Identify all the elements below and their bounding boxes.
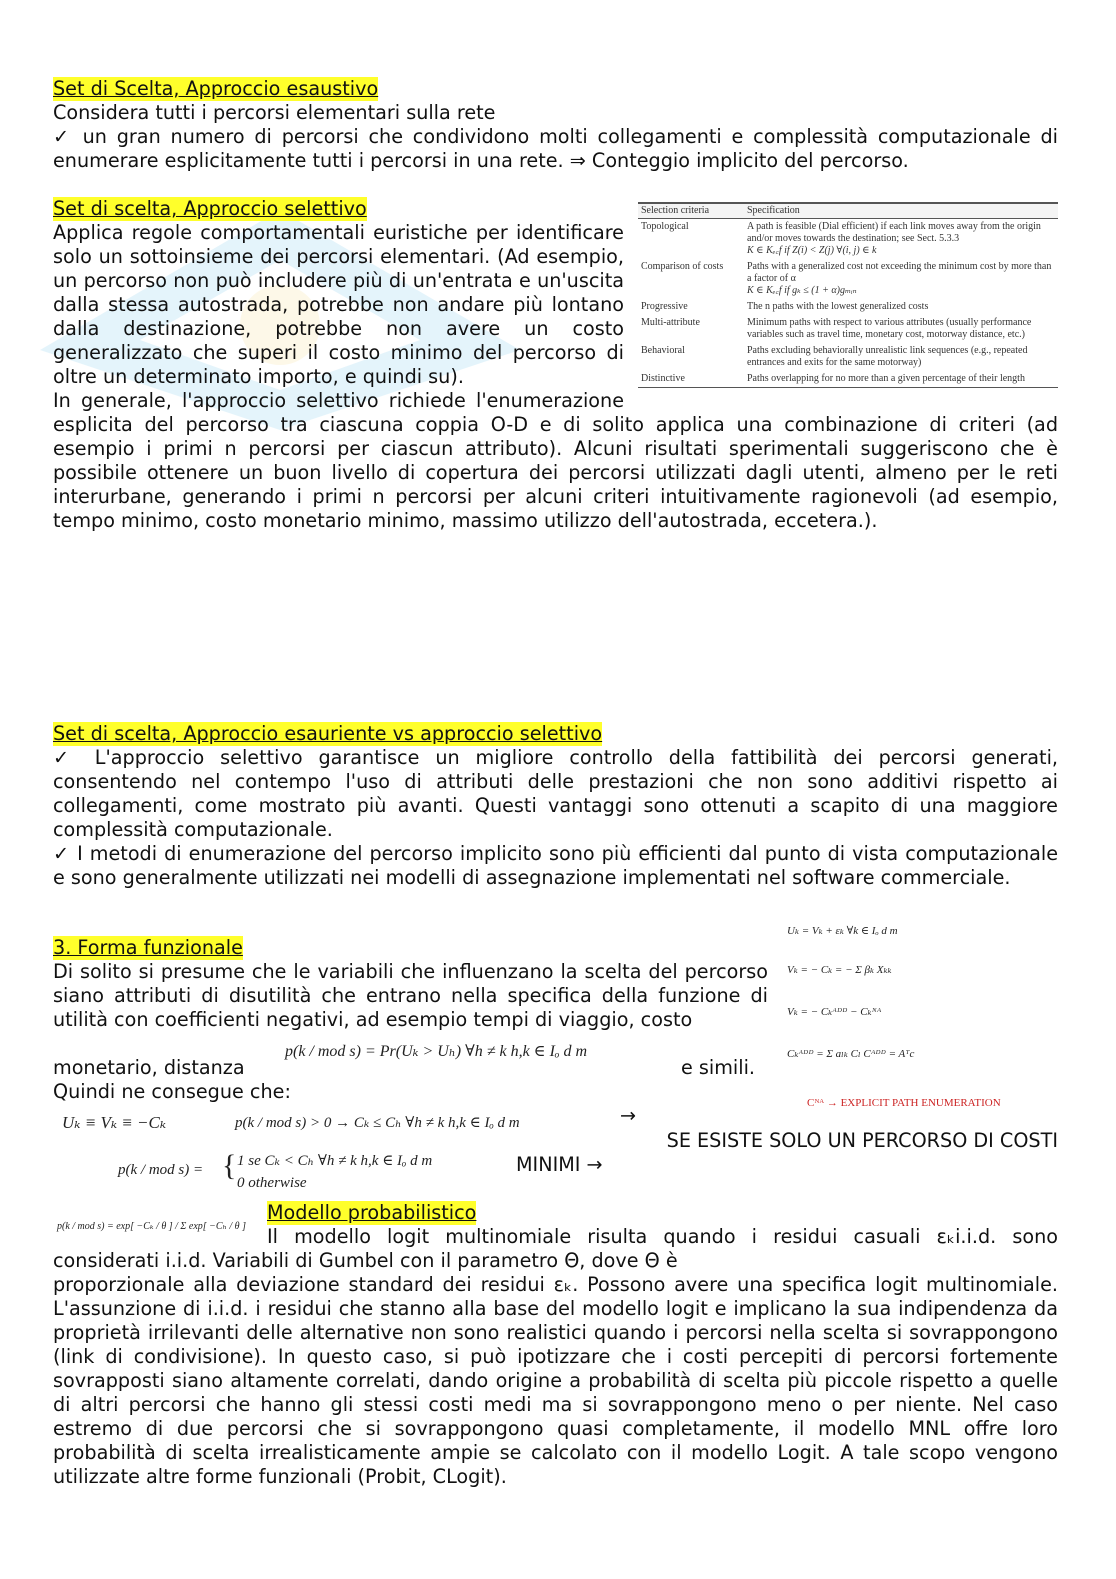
section-selective xyxy=(53,197,1058,533)
heading-exhaustive: Set di Scelta, Approccio esaustivo xyxy=(53,77,379,100)
table-cell: Minimum paths with respect to various attributes (usually performance variables such as travel time, monetary cost, motorway distance, etc.) xyxy=(747,317,1032,340)
heading-probabilistic: Modello probabilistico xyxy=(267,1201,477,1224)
table-cell-text: Paths with a generalized cost not exceeding the minimum cost by more than a factor of α xyxy=(747,261,1052,284)
table-cell: The n paths with the lowest generalized costs xyxy=(747,301,929,312)
formula-piecewise-case1: 1 se Cₖ < Cₕ ∀h ≠ k h,k ∈ Iₒ d m xyxy=(237,1153,433,1169)
table-cell xyxy=(744,259,1058,299)
text-minimi: MINIMI → xyxy=(516,1153,603,1176)
text-functional-para1: Di solito si presume che le variabili che influenzano la scelta del percorso siano attributi di disutilità che entrano nella specifica della funzione di utilità con coefficienti negativi, ad esempio tempi di viaggio, costo xyxy=(53,960,768,1031)
table-header-criteria: Selection criteria xyxy=(638,203,744,219)
text-comparison-para2: ✓ I metodi di enumerazione del percorso implicito sono più efficienti dal punto di vista computazionale e sono generalmente utilizzati nei modelli di assegnazione implementati nel software commerciale. xyxy=(53,842,1058,889)
table-cell: Progressive xyxy=(641,301,688,312)
formula-explicit-path: Cᴺᴬ → EXPLICIT PATH ENUMERATION xyxy=(807,1097,1001,1109)
formula-add-cost: Cₖᴬᴰᴰ = Σ aₗₖ Cₗ Cᴬᴰᴰ = Aᵀc xyxy=(787,1048,915,1060)
text-selective-para2: In generale, l'approccio selettivo richiede l'enumerazione esplicita del percorso tra ciascuna coppia O-D e di solito applica una combinazione di criteri (ad esempio i primi n percorsi per ciascun attributo). Alcuni risultati sperimentali suggeriscono che è possibile ottenere un buon livello di copertura dei percorsi utilizzati dagli utenti, almeno per le reti interurbane, generando i primi n percorsi per alcuni criteri intuitivamente ragionevoli (ad esempio, tempo minimo, costo monetario minimo, massimo utilizzo dell'autostrada, eccetera.). xyxy=(53,389,1058,532)
table-cell: Behavioral xyxy=(641,345,685,356)
formula-positive-prob: p(k / mod s) > 0 → Cₖ ≤ Cₕ ∀h ≠ k h,k ∈ Iₒ d m xyxy=(235,1115,520,1131)
table-cell: Paths overlapping for no more than a given percentage of their length xyxy=(744,371,1058,388)
table-cell: Multi-attribute xyxy=(641,317,700,328)
formula-utility: Uₖ = Vₖ + εₖ ∀k ∈ Iₒ d m xyxy=(787,925,898,937)
formula-logit: p(k / mod s) = exp[ −Cₖ / θ ] / Σ exp[ −Cₕ / θ ] xyxy=(57,1221,246,1232)
table-cell-formula: K ∈ Kₑ꜀f if Z(i) < Z(j) ∀(i, j) ∈ k xyxy=(747,245,877,256)
table-cell-text: A path is feasible (Dial efficient) if each link moves away from the origin and/or moves towards the destination; see Sect. 5.3.3 xyxy=(747,221,1041,244)
table-row xyxy=(638,299,1058,315)
table-row xyxy=(638,219,1058,260)
table-row xyxy=(638,259,1058,299)
text-side-note: SE ESISTE SOLO UN PERCORSO DI COSTI xyxy=(666,1129,1058,1152)
heading-comparison: Set di scelta, Approccio esauriente vs approccio selettivo xyxy=(53,722,603,745)
table-cell xyxy=(744,219,1058,260)
section-functional-form xyxy=(53,936,768,1032)
section-probabilistic xyxy=(53,1201,1058,1489)
logit-formula-box xyxy=(53,1203,253,1247)
selection-criteria-table xyxy=(638,202,1058,388)
formula-piecewise-lhs: p(k / mod s) = xyxy=(118,1162,204,1178)
text-probabilistic-first: Il modello logit multinomiale risulta quando i residui casuali εₖi.i.d. sono considerati i.i.d. Variabili di Gumbel con il parametro Θ, dove Θ è xyxy=(53,1225,1058,1272)
section-exhaustive xyxy=(53,77,1058,173)
text-functional-similar: e simili. xyxy=(681,1056,756,1079)
table-cell: Paths excluding behaviorally unrealistic link sequences (e.g., repeated entrances and exits for the same motorway) xyxy=(747,345,1028,368)
table-cell: Distinctive xyxy=(638,371,744,388)
table-cell-formula: K ∈ Kₑ꜀f if gₖ ≤ (1 + α)gₘᵢₙ xyxy=(747,285,857,296)
table-row xyxy=(638,371,1058,388)
table-header-specification: Specification xyxy=(744,203,1058,219)
table-row xyxy=(638,315,1058,343)
heading-selective: Set di scelta, Approccio selettivo xyxy=(53,197,367,220)
text-functional-para2: Quindi ne consegue che: xyxy=(53,1080,291,1103)
text-probabilistic-rest: proporzionale alla deviazione standard dei residui εₖ. Possono avere una specifica logit multinomiale. L'assunzione di i.i.d. i residui che stanno alla base del modello logit e implicano la sua indipendenza da proprietà irrilevanti delle alternative non sono realistici quando i percorsi nella scelta si sovrappongono (link di condivisione). In questo caso, si può ipotizzare che i costi percepiti di percorsi fortemente sovrapposti siano altamente correlati, dando origine a probabilità di scelta più piccole rispetto a quelle di altri percorsi che hanno gli stessi costi medi ma si sovrappongono meno o per niente. Nel caso estremo di due percorsi che si sovrappongono quasi completamente, il modello MNL offre loro probabilità di scelta irrealisticamente ampie se calcolato con il modello Logit. A tale scopo vengono utilizzate altre forme funzionali (Probit, CLogit). xyxy=(53,1273,1058,1488)
text-exhaustive-line2: ✓ un gran numero di percorsi che condividono molti collegamenti e complessità computazionale di enumerare esplicitamente tutti i percorsi in una rete. ⇒ Conteggio implicito del percorso. xyxy=(53,125,1058,172)
arrow-icon: → xyxy=(620,1104,637,1127)
text-functional-monetary: monetario, distanza xyxy=(53,1056,245,1079)
formula-utility-equiv: Uₖ ≡ Vₖ ≡ −Cₖ xyxy=(62,1113,167,1132)
text-selective-para1: Applica regole comportamentali euristiche per identificare solo un sottoinsieme dei percorsi elementari. (Ad esempio, un percorso non può includere più di un'entrata e un'uscita dalla stessa autostrada, potrebbe non andare più lontano dalla destinazione, potrebbe non avere un costo generalizzato che superi il costo minimo del percorso di oltre un determinato importo, e quindi su). xyxy=(53,221,624,388)
text-comparison-para1: ✓ L'approccio selettivo garantisce un migliore controllo della fattibilità dei percorsi generati, consentendo nel contempo l'uso di attributi delle prestazioni che non sono additivi rispetto ai collegamenti, come mostrato più avanti. Questi vantaggi sono ottenuti a scapito di una maggiore complessità computazionale. xyxy=(53,746,1058,841)
table-row xyxy=(638,343,1058,371)
brace-icon: { xyxy=(222,1149,237,1182)
formula-probability: p(k / mod s) = Pr(Uₖ > Uₕ) ∀h ≠ k h,k ∈ Iₒ d m xyxy=(285,1043,588,1060)
formula-systematic: Vₖ = − Cₖ = − Σ βₖ Xₖₖ xyxy=(787,964,892,976)
formula-additive: Vₖ = − Cₖᴬᴰᴰ − Cₖᴺᴬ xyxy=(787,1006,882,1018)
formula-piecewise-case2: 0 otherwise xyxy=(237,1175,307,1191)
criteria-table-wrap xyxy=(638,202,1058,388)
table-cell: Comparison of costs xyxy=(641,261,724,272)
text-exhaustive-line1: Considera tutti i percorsi elementari sulla rete xyxy=(53,101,496,124)
table-cell: Topological xyxy=(641,221,689,232)
heading-functional-form: 3. Forma funzionale xyxy=(53,936,243,959)
section-comparison xyxy=(53,722,1058,890)
